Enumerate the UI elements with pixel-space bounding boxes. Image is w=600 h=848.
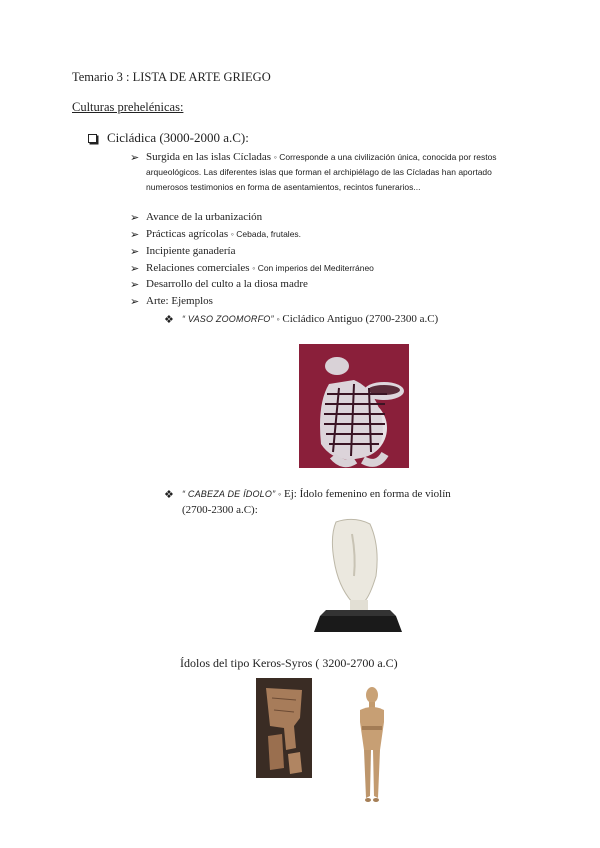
example-desc: Cicládico Antiguo (2700-2300 a.C) [282,313,439,325]
example-desc-2: (2700-2300 a.C): [182,504,258,516]
list-item [146,294,526,309]
separator-icon: ◦ [252,263,256,273]
zoomorphic-vase-image [299,344,409,468]
arrow-bullet-icon: ➢ [130,246,140,258]
list-item [146,227,526,242]
separator-icon: ◦ [230,229,234,239]
list-item-main: Desarrollo del culto a la diosa madre [146,278,308,290]
level1-item [88,130,249,146]
arrow-bullet-icon: ➢ [130,296,140,308]
arrow-bullet-icon: ➢ [130,279,140,291]
section-heading: Culturas prehelénicas: [72,100,184,114]
page-title: Temario 3 : LISTA DE ARTE GRIEGO [72,70,271,84]
diamond-bullet-icon: ❖ [164,314,174,326]
diamond-bullet-icon: ❖ [164,489,174,501]
list-item [146,210,526,225]
list-item-main: Surgida en las islas Cícladas [146,151,272,163]
example-name: “ VASO ZOOMORFO” [182,314,274,324]
list-item-note: Corresponde a una civilización única, conocida por restos arqueológicos. Las diferentes islas que forman el archipiélago de las Cícladas han aportado numerosos testimonios en forma de asentamientos, recintos funerarios... [146,152,497,192]
keros-syros-figurine-image [354,686,390,808]
list-item-main: Incipiente ganadería [146,245,236,257]
separator-icon: ◦ [273,152,277,162]
keros-syros-fragment-image [256,678,312,778]
example-name: “ CABEZA DE ÍDOLO” [182,489,276,499]
image-caption: Ídolos del tipo Keros-Syros ( 3200-2700 a.C) [180,656,398,670]
separator-icon: ◦ [276,314,280,324]
level1-label: Cicládica (3000-2000 a.C): [107,130,249,145]
idol-head-image [312,516,404,638]
list-item-main: Prácticas agrícolas [146,228,229,240]
checkbox-bullet-icon [88,134,97,143]
list-item-main: Avance de la urbanización [146,211,263,223]
list-item-note: Con imperios del Mediterráneo [257,263,374,273]
list-item-main: Relaciones comerciales [146,262,250,274]
list-item-note: Cebada, frutales. [236,229,302,239]
example-item [182,311,438,327]
example-item [182,486,451,518]
example-desc: Ej: Ídolo femenino en forma de violín [283,488,451,500]
list-item-main: Arte: Ejemplos [146,295,213,307]
list-item [146,244,526,259]
separator-icon: ◦ [278,489,282,499]
arrow-bullet-icon: ➢ [130,229,140,241]
list-item [146,261,526,276]
arrow-bullet-icon: ➢ [130,152,140,164]
arrow-bullet-icon: ➢ [130,212,140,224]
list-item [146,277,526,292]
arrow-bullet-icon: ➢ [130,263,140,275]
list-item [146,150,526,195]
